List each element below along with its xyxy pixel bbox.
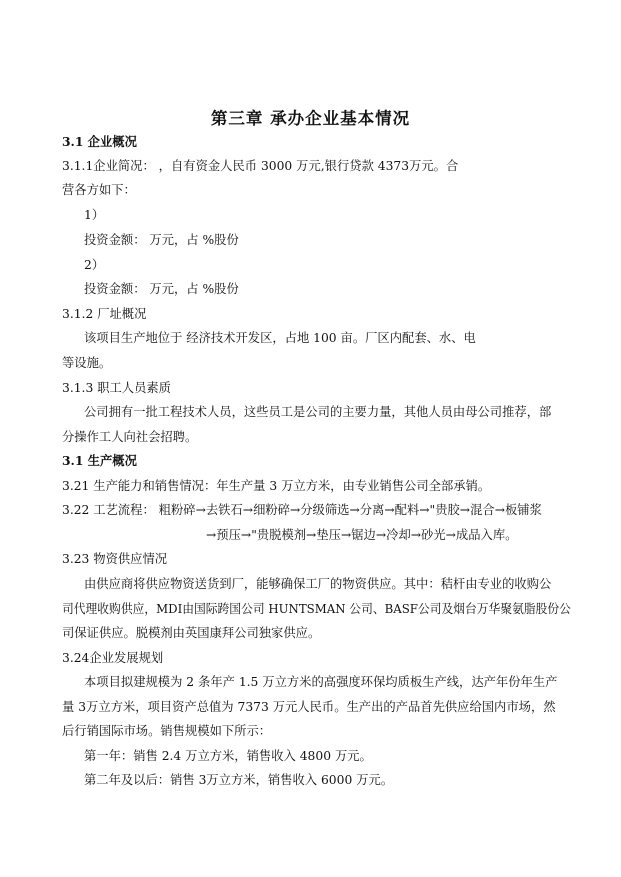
paragraph-line: 公司拥有一批工程技术人员，这些员工是公司的主要力量，其他人员由母公司推荐，部 xyxy=(84,405,552,419)
paragraph-line: 后行销国际市场。销售规模如下所示： xyxy=(62,724,272,738)
paragraph-line: 司保证供应。脱模剂由英国康拜公司独家供应。 xyxy=(62,626,321,640)
subsection-heading: 3.24企业发展规划 xyxy=(62,651,164,665)
paragraph-line: 分操作工人向社会招聘。 xyxy=(62,430,198,444)
paragraph-line: 该项目生产地位于 经济技术开发区，占地 100 亩。厂区内配套、水、电 xyxy=(84,331,476,345)
list-item: 1） xyxy=(84,208,105,222)
paragraph-line: 投资金额： 万元，占 %股份 xyxy=(84,233,239,247)
paragraph-line: 营各方如下： xyxy=(62,183,136,197)
paragraph-line: 等设施。 xyxy=(62,356,112,370)
subsection-heading: 3.1.3 职工人员素质 xyxy=(62,381,171,395)
paragraph-line: 本项目拟建规模为 2 条年产 1.5 万立方米的高强度环保均质板生产线，达产年份年生产 xyxy=(84,675,558,689)
paragraph-line: 3.1.1企业简况： ，自有资金人民币 3000 万元,银行贷款 4373万元。合 xyxy=(62,159,459,173)
paragraph-line: 司代理收购供应，MDI由国际跨国公司 HUNTSMAN 公司、BASF公司及烟台万华聚氨脂股份公 xyxy=(62,602,571,616)
paragraph-line: 由供应商将供应物资送货到厂，能够确保工厂的物资供应。其中：秸杆由专业的收购公 xyxy=(84,577,552,591)
paragraph-line: 第一年：销售 2.4 万立方米，销售收入 4800 万元。 xyxy=(84,749,372,763)
paragraph-line: 3.21 生产能力和销售情况：年生产量 3 万立方米，由专业销售公司全部承销。 xyxy=(62,479,491,493)
subsection-heading: 3.1.2 厂址概况 xyxy=(62,307,147,321)
paragraph-line: 投资金额： 万元，占 %股份 xyxy=(84,282,239,296)
section-heading-production-overview: 3.1 生产概况 xyxy=(62,453,137,468)
list-item: 2） xyxy=(84,258,105,272)
subsection-heading: 3.23 物资供应情况 xyxy=(62,552,168,566)
page-title: 第三章 承办企业基本情况 xyxy=(210,109,411,128)
paragraph-line: →预压→"贵脱模剂→垫压→锯边→冷却→砂光→成品入库。 xyxy=(206,528,518,542)
paragraph-line: 量 3万立方米，项目资产总值为 7373 万元人民币。生产出的产品首先供应给国内市场，然 xyxy=(62,700,556,714)
paragraph-line: 第二年及以后：销售 3万立方米，销售收入 6000 万元。 xyxy=(84,773,394,787)
paragraph-line: 3.22 工艺流程： 粗粉碎→去铁石→细粉碎→分级筛选→分离→配料→"贵胶→混合→板铺浆 xyxy=(62,503,542,517)
section-heading-company-overview: 3.1 企业概况 xyxy=(62,134,137,149)
